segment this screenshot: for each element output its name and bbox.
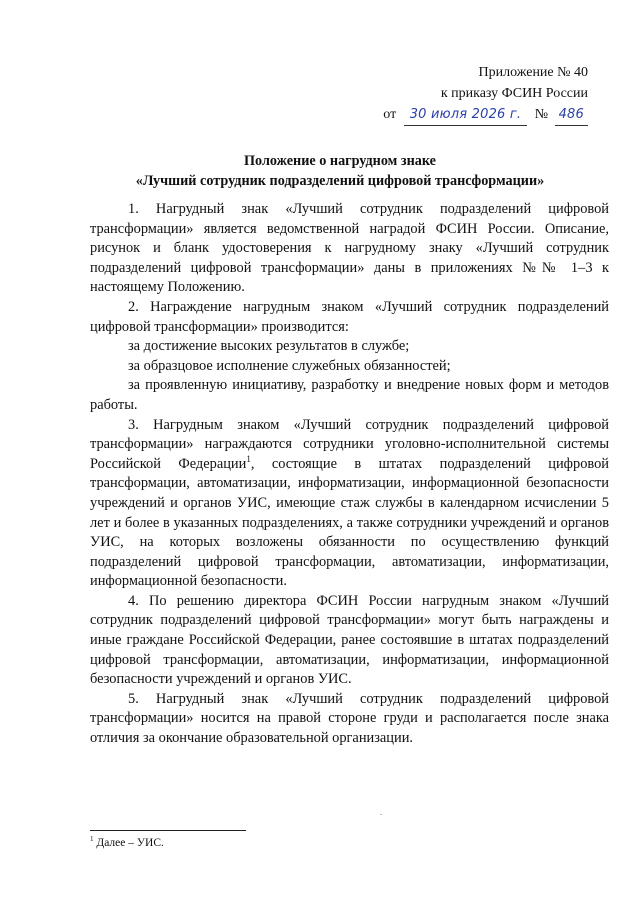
paragraph-3 <box>90 416 609 592</box>
paragraph-2-item-2: за образцовое исполнение служебных обязанностей; <box>128 357 451 374</box>
document-body <box>90 200 609 749</box>
document-title <box>90 151 590 191</box>
footnote <box>90 836 164 851</box>
paragraph-5: 5. Нагрудный знак «Лучший сотрудник подразделений цифровой трансформации» носится на правой стороне груди и располагается после знака отличия за окончание образовательной организации. <box>90 690 609 747</box>
order-reference: к приказу ФСИН России <box>440 86 588 101</box>
paragraph-4: 4. По решению директора ФСИН России нагрудным знаком «Лучший сотрудник подразделений цифровой трансформации» могут быть награждены и иные граждане Российской Федерации, ранее состоявшие в штатах подразделений цифровой трансформации, автоматизации, информатизации, информационной безопасности учреждений и органов УИС. <box>90 592 609 688</box>
paragraph-2: 2. Награждение нагрудным знаком «Лучший сотрудник подразделений цифровой трансформации» производится: <box>90 298 609 335</box>
title-line-1: Положение о нагрудном знаке <box>244 153 436 169</box>
paragraph-3-text-a: 3. Нагрудным знаком «Лучший сотрудник подразделений цифровой трансформации» награждаются сотрудники уголовно-исполнительной системы Российской Федерации <box>90 416 609 472</box>
number-label: № <box>534 107 549 122</box>
paragraph-1: 1. Нагрудный знак «Лучший сотрудник подразделений цифровой трансформации» является ведомственной наградой ФСИН России. Описание, рисунок и бланк удостоверения к нагрудному знаку «Лучший сотрудник подразделений цифровой трансформации» даны в приложениях №№ 1–3 к настоящему Положению. <box>90 201 609 296</box>
footnote-mark: 1 <box>90 835 94 844</box>
appendix-header <box>383 62 588 126</box>
appendix-number: Приложение № 40 <box>478 65 588 80</box>
scan-speck: . <box>380 807 383 817</box>
order-date-line <box>383 104 588 126</box>
handwritten-date: 30 июля 2026 г. <box>404 104 528 126</box>
paragraph-2-item-1: за достижение высоких результатов в службе; <box>128 338 410 355</box>
handwritten-order-number: 486 <box>555 104 588 126</box>
footnote-text: Далее – УИС. <box>93 837 164 849</box>
footnote-reference: 1 <box>246 453 251 464</box>
from-label: от <box>383 107 397 122</box>
paragraph-3-text-b: , состоящие в штатах подразделений цифровой трансформации, автоматизации, информатизации, информационной безопасности учреждений и органов УИС, имеющие стаж службы в календарном исчислении 5 лет и более в указанных подразделениях, а также сотрудники учреждений и органов УИС, на которых возложены обязанности по осуществлению функций подразделений цифровой трансформации, автоматизации, информатизации, информационной безопасности. <box>90 455 609 590</box>
title-line-2: «Лучший сотрудник подразделений цифровой трансформации» <box>135 173 545 189</box>
paragraph-2-item-3: за проявленную инициативу, разработку и внедрение новых форм и методов работы. <box>90 377 609 413</box>
footnote-divider <box>90 830 246 831</box>
